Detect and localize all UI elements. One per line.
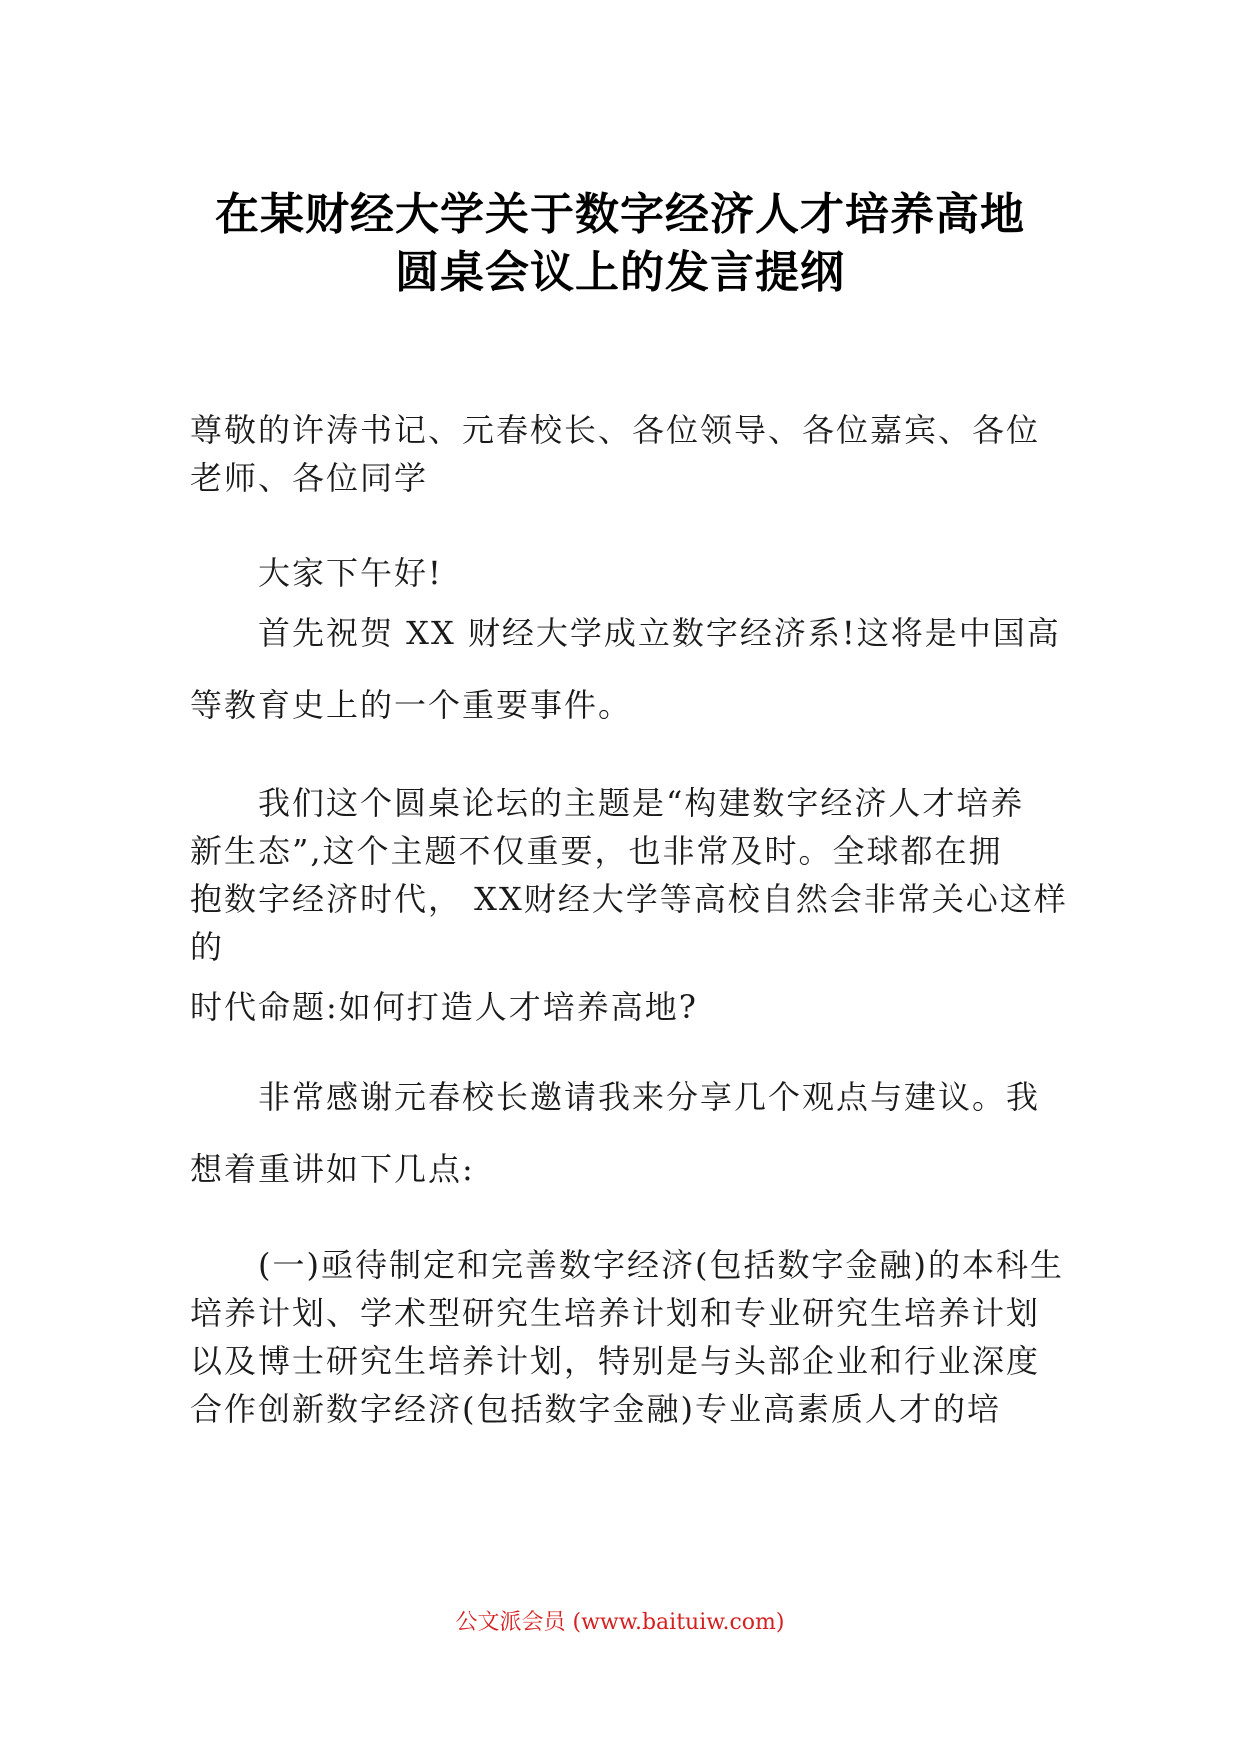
paragraph-2-line-1: 我们这个圆桌论坛的主题是“构建数字经济人才培养 bbox=[258, 784, 1025, 822]
salutation-line-2: 老师、各位同学 bbox=[190, 459, 429, 497]
paragraph-1-line-2: 等教育史上的一个重要事件。 bbox=[190, 686, 633, 724]
paragraph-2-line-3: 抱数字经济时代， XX财经大学等高校自然会非常关心这样 bbox=[190, 880, 1068, 918]
paragraph-2-line-5: 时代命题:如何打造人才培养高地? bbox=[190, 988, 698, 1026]
paragraph-2-line-4: 的 bbox=[190, 928, 225, 966]
paragraph-4-line-3: 以及博士研究生培养计划，特别是与头部企业和行业深度 bbox=[190, 1342, 1041, 1380]
paragraph-4-line-2: 培养计划、学术型研究生培养计划和专业研究生培养计划 bbox=[190, 1294, 1041, 1332]
paragraph-3-line-1: 非常感谢元春校长邀请我来分享几个观点与建议。我 bbox=[258, 1078, 1041, 1116]
salutation-line-1: 尊敬的许涛书记、元春校长、各位领导、各位嘉宾、各位 bbox=[190, 411, 1041, 449]
paragraph-1-line-1: 首先祝贺 XX 财经大学成立数字经济系!这将是中国高 bbox=[258, 614, 1061, 652]
paragraph-4-line-4: 合作创新数字经济(包括数字金融)专业高素质人才的培 bbox=[190, 1390, 1001, 1428]
paragraph-4-line-1: (一)亟待制定和完善数字经济(包括数字金融)的本科生 bbox=[258, 1246, 1064, 1284]
document-title-line-1: 在某财经大学关于数字经济人才培养高地 bbox=[215, 189, 1025, 240]
paragraph-2-line-2: 新生态”,这个主题不仅重要，也非常及时。全球都在拥 bbox=[190, 832, 1003, 870]
footer-watermark: 公文派会员 (www.baituiw.com) bbox=[455, 1610, 785, 1635]
greeting: 大家下午好! bbox=[258, 554, 443, 592]
paragraph-3-line-2: 想着重讲如下几点: bbox=[190, 1150, 475, 1188]
document-title-line-2: 圆桌会议上的发言提纲 bbox=[395, 247, 845, 298]
